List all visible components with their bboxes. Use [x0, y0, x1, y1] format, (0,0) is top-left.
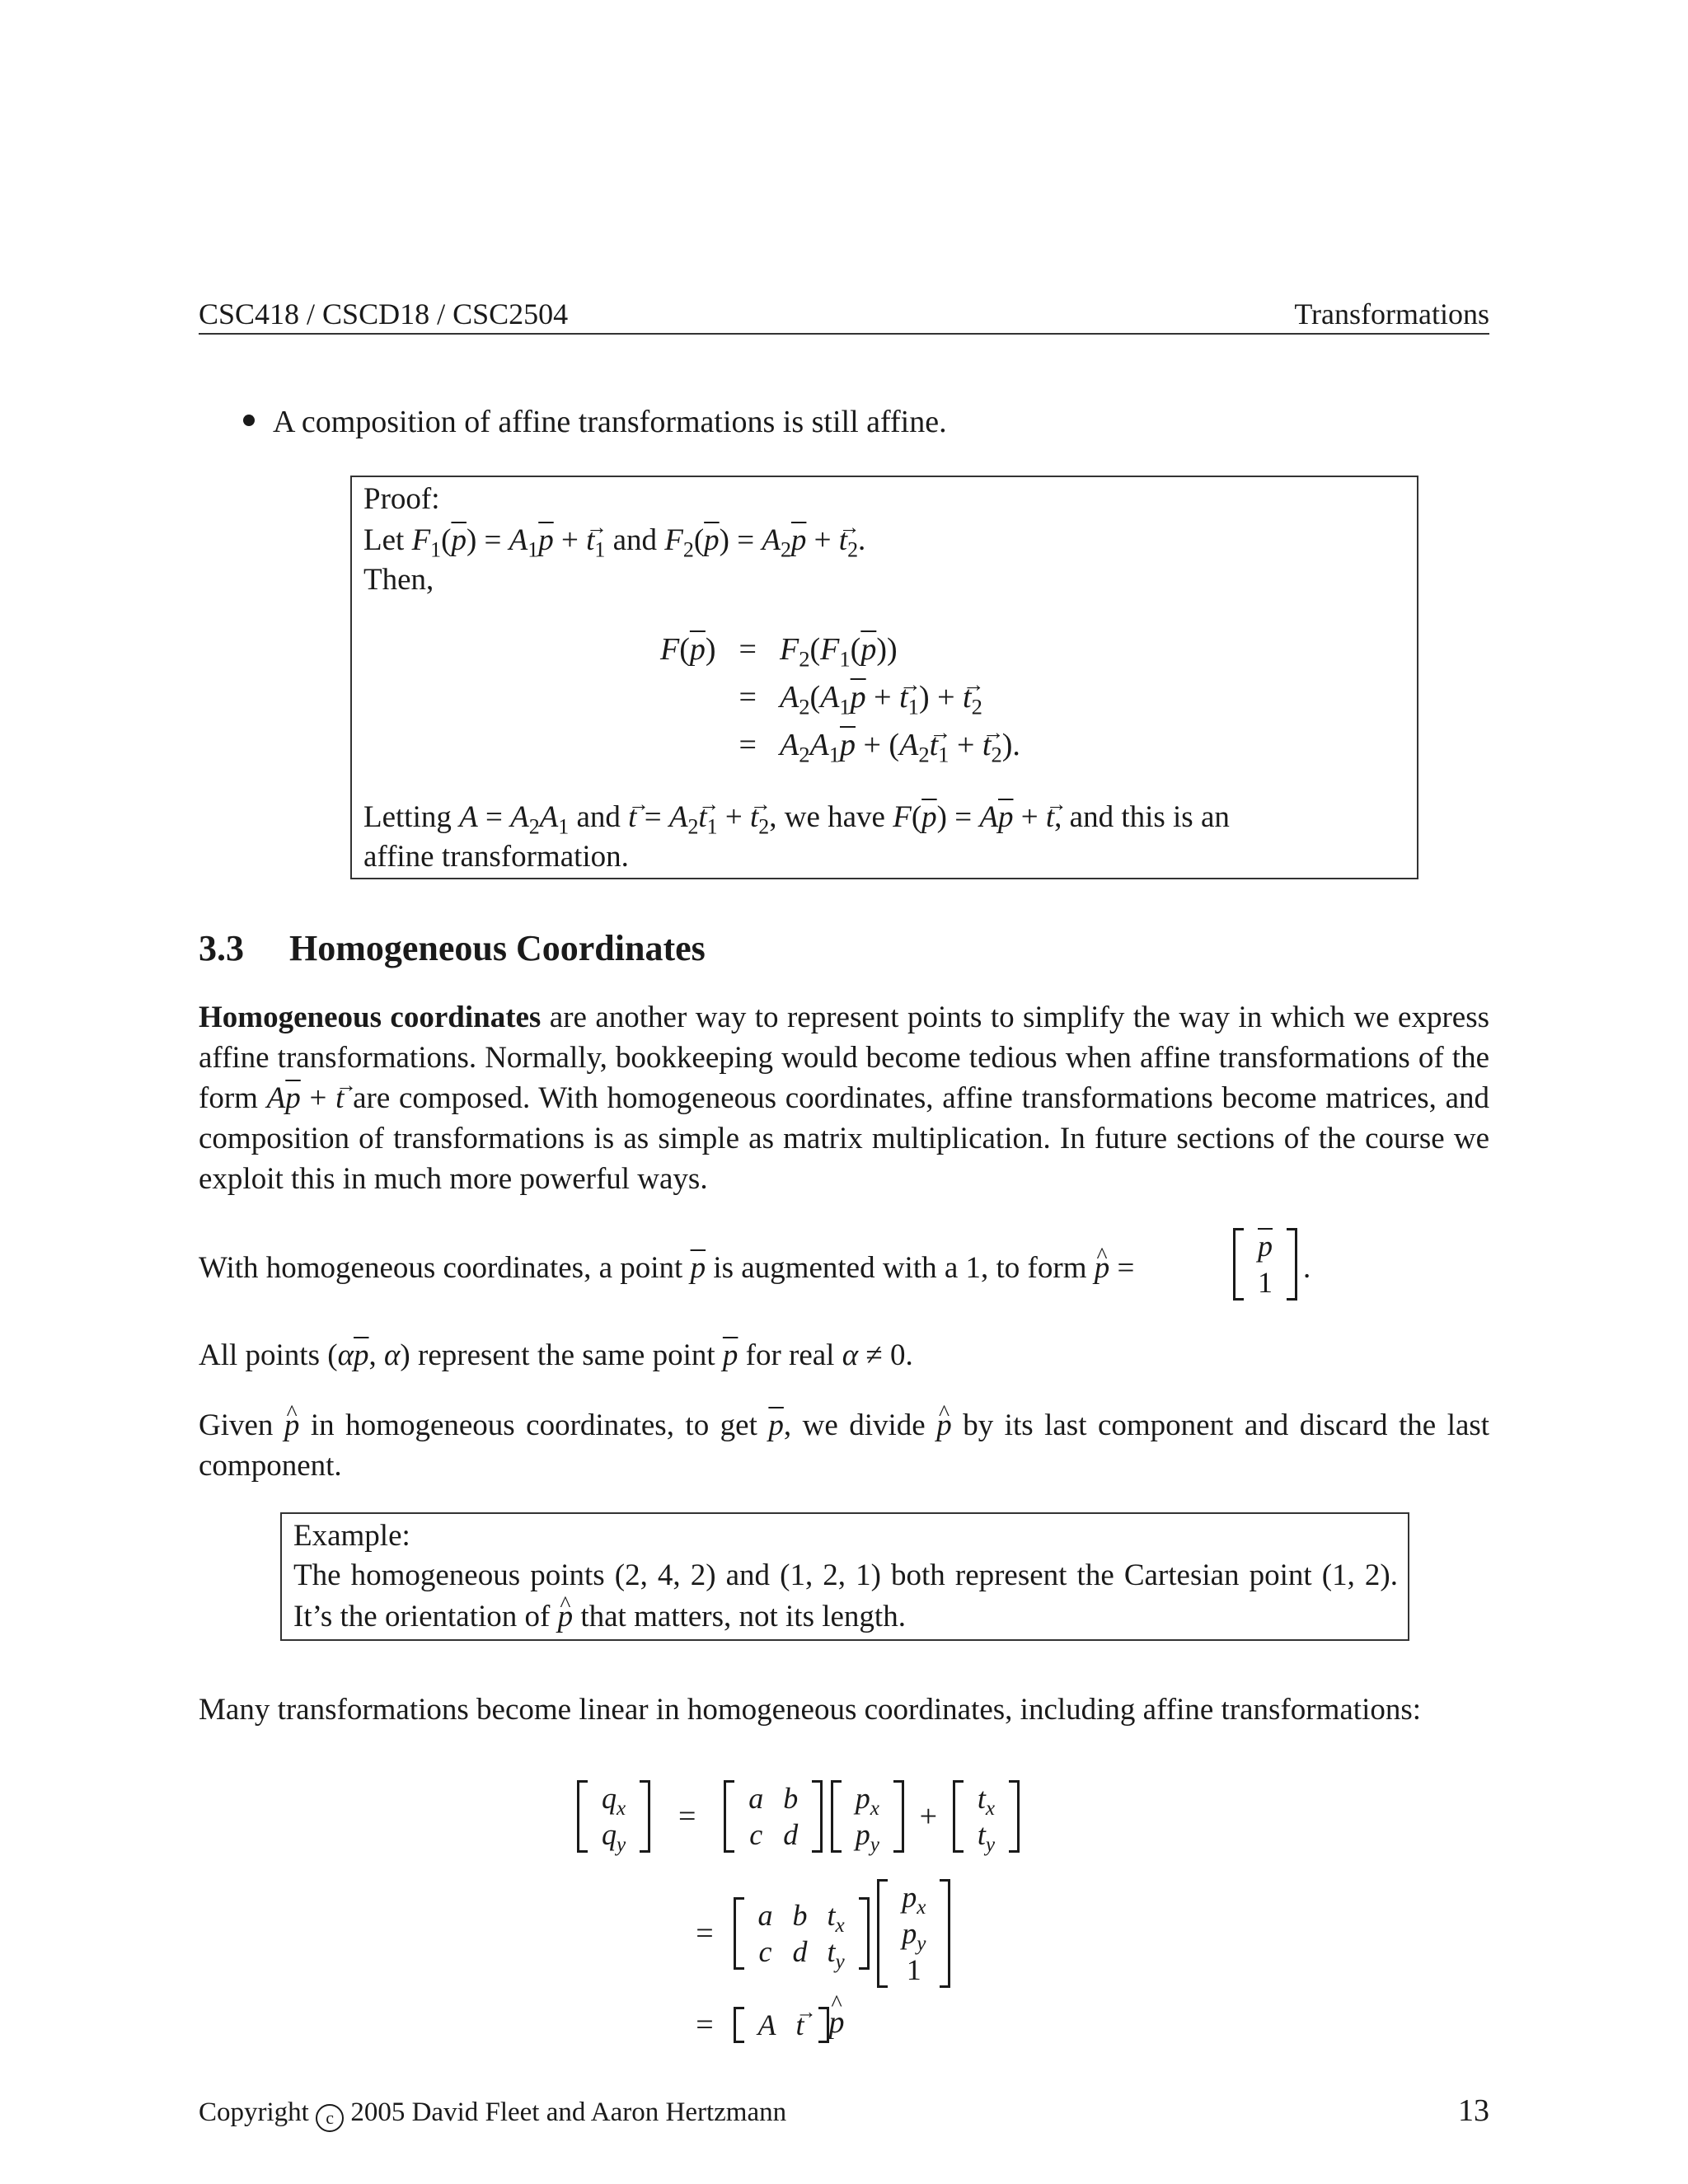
- bullet-item: [243, 404, 947, 440]
- bullet-dot: [243, 415, 255, 426]
- page-number: 13: [1458, 2093, 1489, 2128]
- header-chapter: Transformations: [1294, 298, 1489, 330]
- proof-title: Proof:: [363, 482, 440, 516]
- proof-derivation: $F(\overline{p})$ = $F_2(F_1(\overline{p}))$ = $A_2(A_1\overline{p}$ + → $t_1$) + → $t_2$ = $A_2A_1\overline{p} + (A_2\to t_1$ + → $t_2$).: [649, 626, 1032, 769]
- proof-and: and: [612, 523, 658, 557]
- paragraph-equivalence: All points ($\alpha\overline{p}$, α) represent the same point $\overline{p}$ for real α ≠ 0.: [199, 1338, 913, 1372]
- section-heading: [199, 927, 706, 969]
- proof-let-line: Let $F_1(\overline{p}) = A_1\overline{p}$ + → $t_1$ and $F_2(\overline{p}) = A_2\overline{p}$ + → $t_2$.: [363, 520, 865, 561]
- proof-then: Then,: [363, 563, 434, 597]
- paragraph-linear: Many transformations become linear in homogeneous coordinates, including affine transformations:: [199, 1693, 1422, 1727]
- paragraph-dehomogenize: Given ^ p in homogeneous coordinates, to get $\overline{p}$, we divide ^ p by its last component and discard the last component.: [199, 1405, 1489, 1486]
- proof-conclusion: affine transformation.: [363, 840, 629, 874]
- equation-row-2: = a b $t_x$ c d $t_y$ $p_x$ $p_y$ 1: [684, 1879, 950, 1988]
- term-homogeneous-coordinates: Homogeneous coordinates: [199, 1001, 542, 1034]
- section-title: Homogeneous Coordinates: [289, 928, 706, 968]
- p-hat-vector: $\overline{p}$ 1: [1233, 1228, 1297, 1301]
- paragraph-intro: Homogeneous coordinates are another way to represent points to simplify the way in which we express affine transformations. Normally, bookkeeping would become tedious when affine transformations of the form $A\overline{p}$ + → t are composed. With homogeneous coordinates, affine transformations become matrices, and composition of transformations is as simple as matrix multiplication. In future sections of the course we exploit this in much more powerful ways.: [199, 997, 1489, 1199]
- equation-row-1: $q_x$ $q_y$ = a b c d $p_x$ $p_y$ + $t_x$ $t_y$: [577, 1780, 1020, 1853]
- running-header: [199, 293, 1489, 335]
- bullet-text: A composition of affine transformations is still affine.: [273, 405, 947, 439]
- copyright-symbol: c: [316, 2104, 344, 2132]
- paragraph-augment: With homogeneous coordinates, a point $\overline{p}$ is augmented with a 1, to form ^ p = $\overline{p}$ 1 .: [199, 1228, 1489, 1302]
- example-box: [280, 1512, 1409, 1641]
- example-body: The homogeneous points (2, 4, 2) and (1, 2, 1) both represent the Cartesian point (1, 2). It’s the orientation of ^ p that matters, not its length.: [293, 1555, 1398, 1638]
- proof-letting-line: Letting $A = A_2A_1$ and → $t = A_2\to t_1$ + → $t_2$, we have $F(\overline{p}) = A\overline{p}$ + → t, and this is an: [363, 797, 1230, 838]
- section-number: 3.3: [199, 928, 244, 968]
- header-course: CSC418 / CSCD18 / CSC2504: [199, 298, 569, 330]
- proof-let: Let: [363, 523, 405, 557]
- example-title: Example:: [293, 1519, 410, 1553]
- footer-copyright: Copyright c 2005 David Fleet and Aaron Hertzmann: [199, 2097, 786, 2132]
- proof-box: [350, 476, 1418, 879]
- equation-row-3: = A → t ^ p: [684, 2004, 845, 2043]
